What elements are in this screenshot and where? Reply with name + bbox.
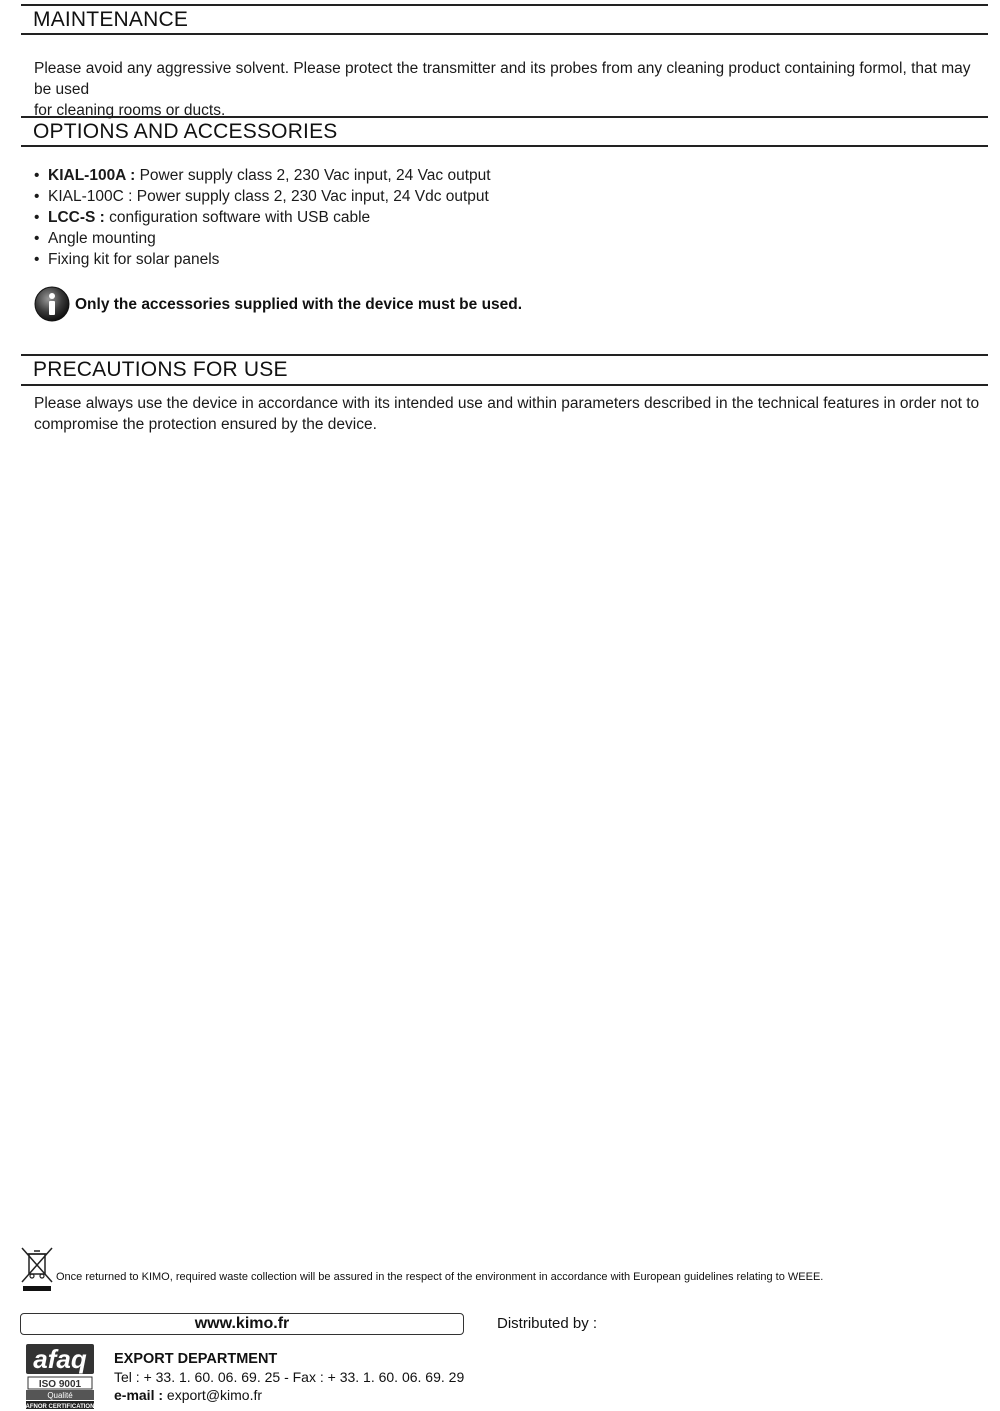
svg-text:Qualité: Qualité	[47, 1391, 73, 1400]
svg-text:afaq: afaq	[33, 1344, 87, 1374]
precautions-text	[34, 393, 984, 435]
maintenance-text-line1: Please avoid any aggressive solvent. Please protect the transmitter and its probes from any cleaning product containing formol, that may be used	[34, 60, 971, 98]
maintenance-header	[21, 4, 988, 35]
precautions-header	[21, 354, 988, 386]
website-link[interactable]: www.kimo.fr	[20, 1313, 464, 1335]
maintenance-text-line2: for cleaning rooms or ducts.	[34, 102, 226, 119]
email-address[interactable]: export@kimo.fr	[163, 1387, 263, 1403]
weee-notice: Once returned to KIMO, required waste collection will be assured in the respect of the environment in accordance with European guidelines relating to WEEE.	[56, 1271, 824, 1283]
list-item: • KIAL-100C : Power supply class 2, 230 Vac input, 24 Vdc output	[34, 188, 489, 205]
svg-text:ISO 9001: ISO 9001	[38, 1379, 82, 1390]
list-item: • Fixing kit for solar panels	[34, 251, 220, 268]
svg-text:AFNOR CERTIFICATION: AFNOR CERTIFICATION	[25, 1404, 95, 1410]
crossed-bin-icon	[20, 1246, 54, 1292]
options-header	[21, 116, 988, 147]
options-title: OPTIONS AND ACCESSORIES	[33, 120, 338, 143]
precautions-text-line2: compromise the protection ensured by the device.	[34, 416, 377, 433]
export-contact	[114, 1350, 464, 1404]
precautions-text-line1: Please always use the device in accordance with its intended use and within parameters described in the technical features in order not to	[34, 395, 980, 412]
list-item: • KIAL-100A : Power supply class 2, 230 Vac input, 24 Vac output	[34, 167, 491, 184]
maintenance-title: MAINTENANCE	[33, 8, 189, 31]
distributed-by-label: Distributed by :	[497, 1315, 598, 1332]
afaq-logo	[24, 1342, 96, 1410]
precautions-title: PRECAUTIONS FOR USE	[33, 358, 288, 381]
list-item: • Angle mounting	[34, 230, 156, 247]
email-line	[114, 1386, 464, 1404]
export-department-title: EXPORT DEPARTMENT	[114, 1351, 278, 1367]
info-icon	[34, 286, 70, 322]
maintenance-text	[34, 58, 984, 121]
phone-fax: Tel : + 33. 1. 60. 06. 69. 25 - Fax : + 33. 1. 60. 06. 69. 29	[114, 1369, 465, 1385]
note-text: Only the accessories supplied with the device must be used.	[75, 296, 523, 313]
accessories-list	[34, 165, 491, 270]
list-item: • LCC-S : configuration software with USB cable	[34, 209, 371, 226]
email-label: e-mail :	[114, 1387, 164, 1403]
